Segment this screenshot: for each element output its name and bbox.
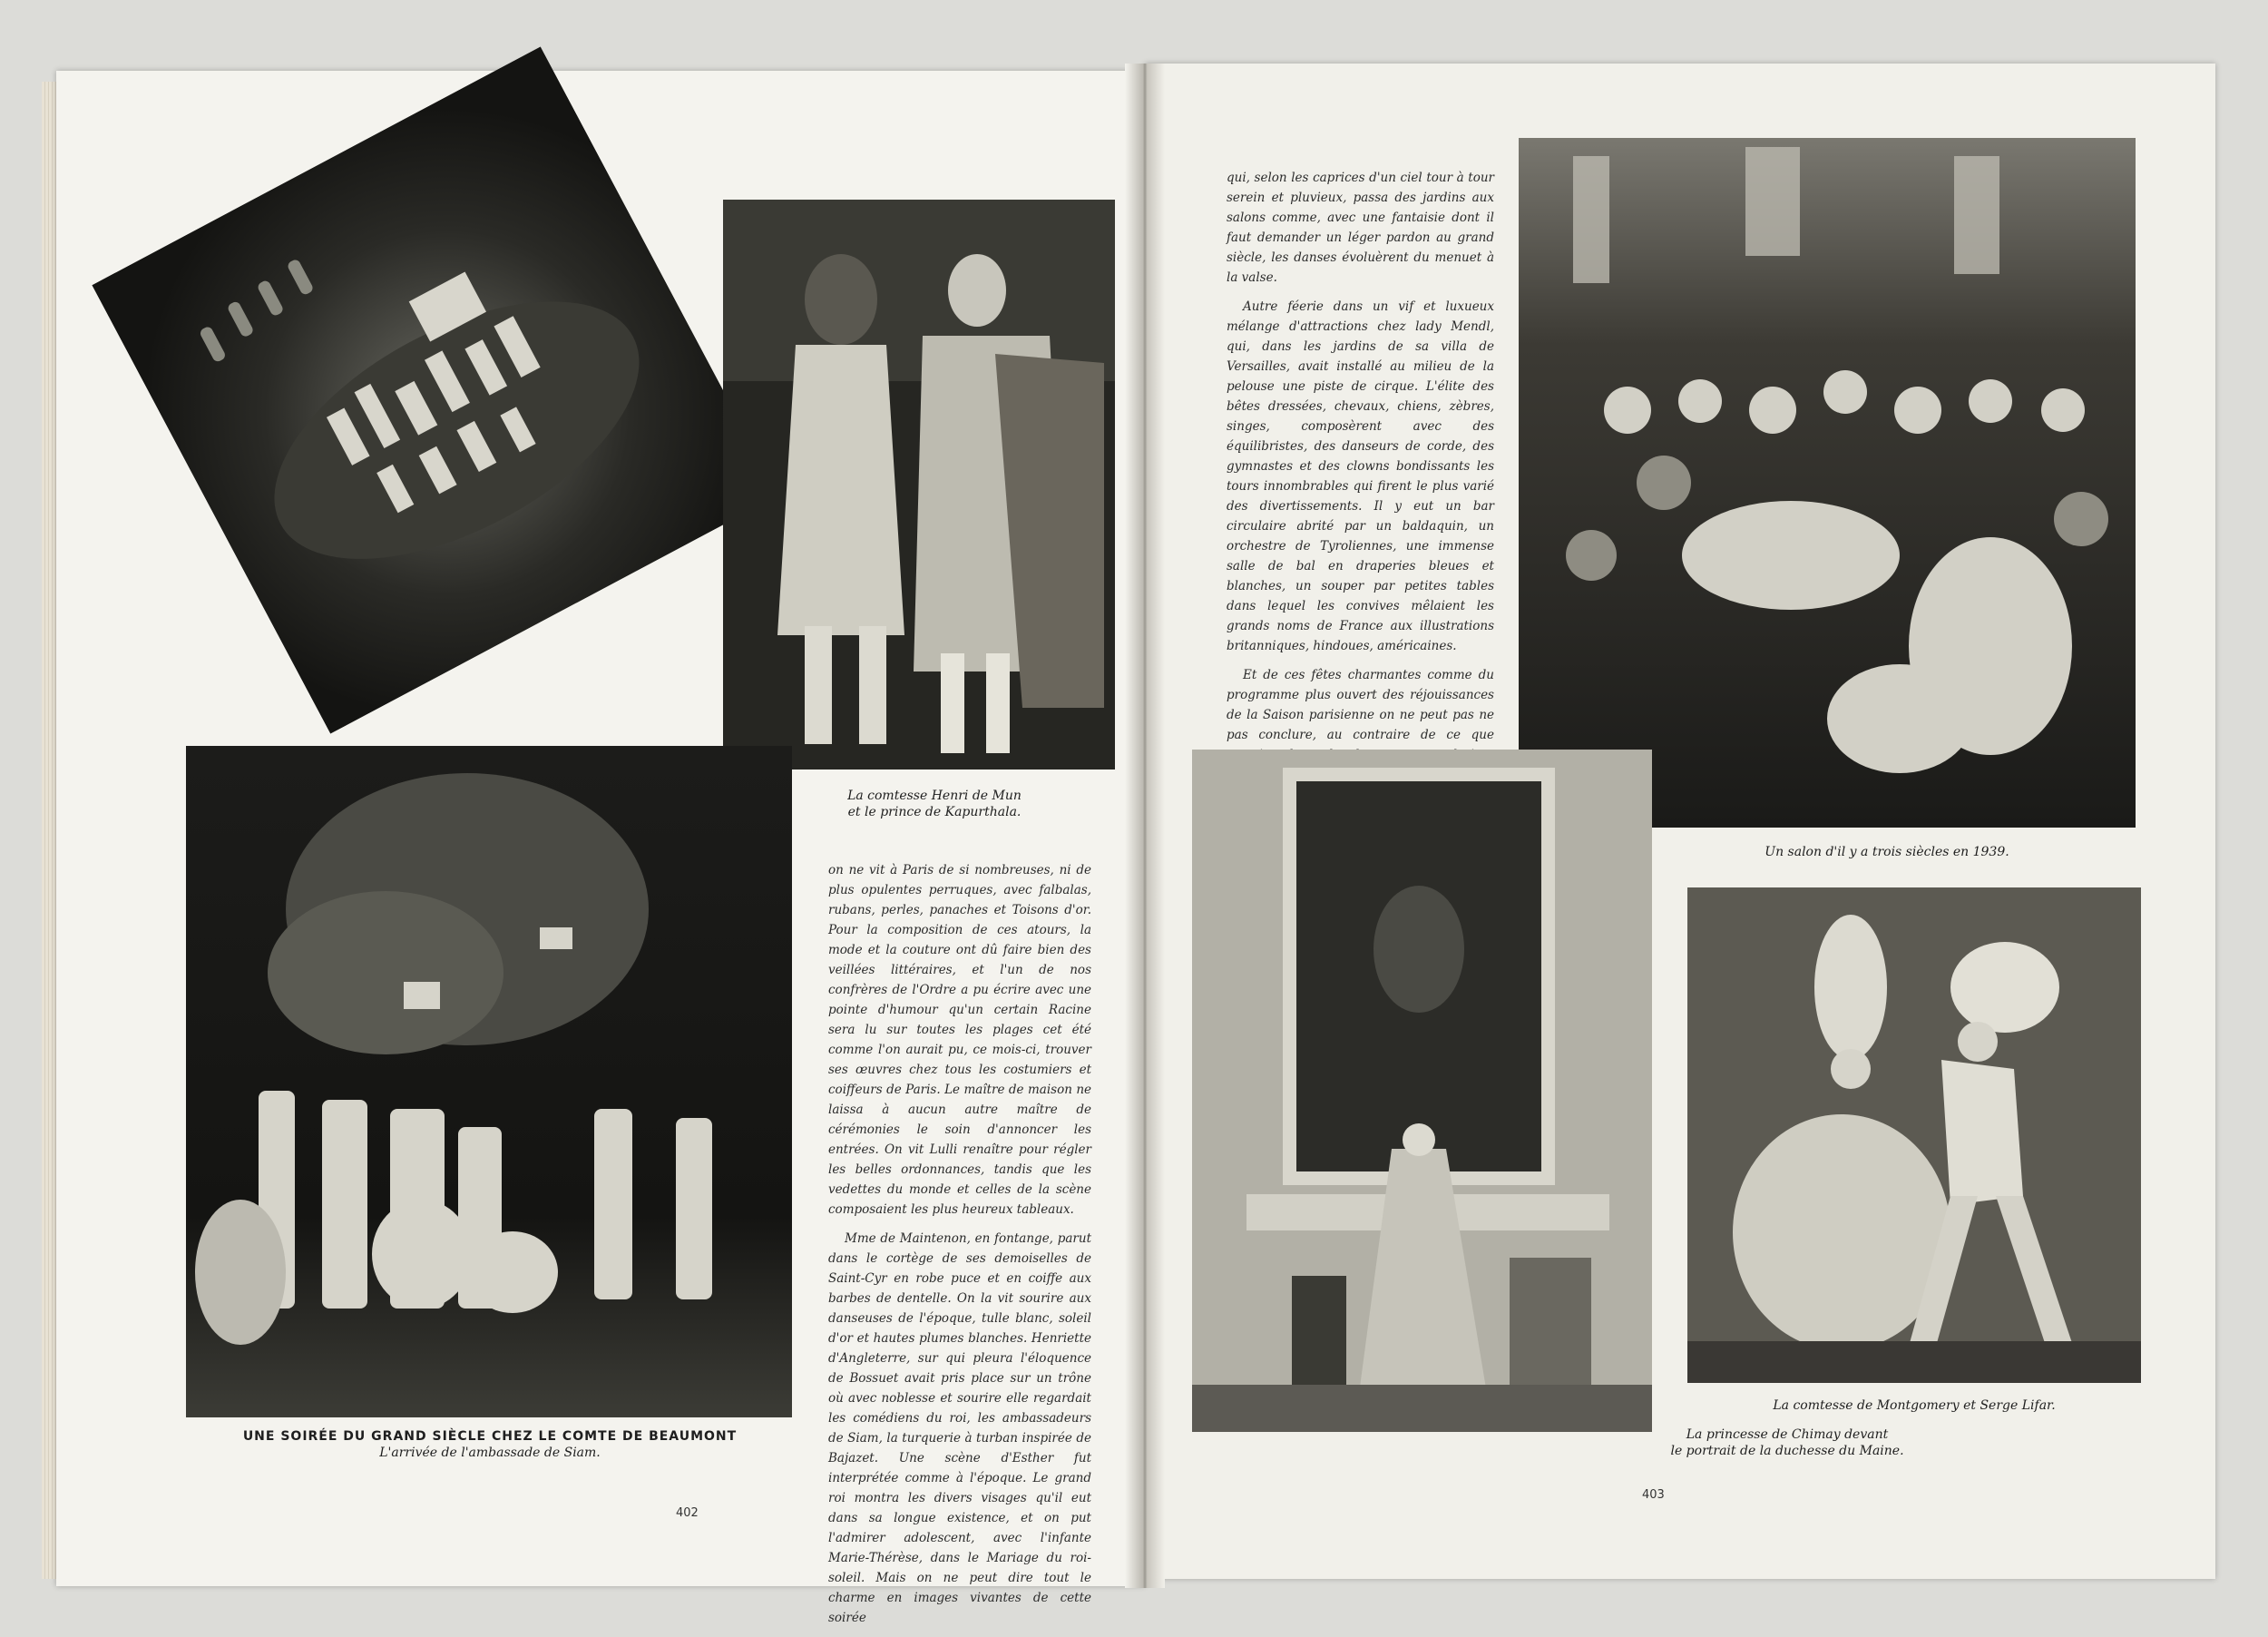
right-paragraph-2: Autre féerie dans un vif et luxueux mélange d'attractions chez lady Mendl, qui, dans les jardins de sa villa de Versailles, avait installé au milieu de la pelouse une piste de cirque. L'élite des bêtes dressées, chevaux, chiens, zèbres, singes, composèrent avec des équilibristes, des danseurs de corde, des gymnastes et des clowns bondissants les tours innombrables qui firent le plus varié des divertissements. Il y eut un bar circulaire abrité par un baldaquin, un orchestre de Tyroliennes, une immense salle de bal en draperies bleues et blanches, un souper par petites tables dans lequel les convives mêlaient les grands noms de France aux illustrations britanniques, hindoues, américaines.	[1227, 299, 1494, 653]
portrait-caption-line-1: La comtesse Henri de Mun	[847, 789, 1022, 803]
lifar-dance-photo	[1687, 887, 2141, 1383]
siam-embassy-photo	[186, 746, 792, 1417]
book-gutter	[1125, 64, 1165, 1588]
salon-ball-photo	[1519, 138, 2136, 828]
portrait-caption	[798, 788, 1070, 820]
main-caption-title: UNE SOIRÉE DU GRAND SIÈCLE CHEZ LE COMTE DE BEAUMONT	[242, 1429, 738, 1444]
chimay-portrait-photo	[1192, 750, 1652, 1432]
portrait-couple-photo	[723, 200, 1115, 769]
right-article-text	[1227, 168, 1494, 834]
left-paragraph-1: on ne vit à Paris de si nombreuses, ni de plus opulentes perruques, avec falbalas, rubans, perles, panaches et Toisons d'or. Pour la composition de ces atours, la mode et la couture ont dû faire bien des veillées littéraires, et l'un de nos confrères de l'Ordre a pu écrire avec une pointe d'humour qu'un certain Racine sera lu sur toutes les plages cet été comme l'on aurait pu, ce mois-ci, trouver ses œuvres chez tous les costumiers et coiffeurs de Paris. Le maître de maison ne laissa à aucun autre maître de cérémonies le soin d'annoncer les entrées. On vit Lulli renaître pour régler les belles ordonnances, tandis que les vedettes du monde et celles de la scène composaient les plus heureux tableaux.	[828, 863, 1091, 1217]
main-caption	[231, 1428, 748, 1461]
chimay-caption-line-2: le portrait de la duchesse du Maine.	[1670, 1444, 1904, 1458]
portrait-caption-line-2: et le prince de Kapurthala.	[847, 805, 1022, 819]
salon-caption: Un salon d'il y a trois siècles en 1939.	[1765, 845, 2009, 859]
left-article-text	[828, 860, 1091, 1637]
main-caption-subtitle: L'arrivée de l'ambassade de Siam.	[379, 1446, 601, 1460]
right-paragraph-3: Et de ces fêtes charmantes comme du programme plus ouvert des réjouissances de la Saison parisienne on ne peut pas ne pas conclure, au contraire de ce que	[1227, 668, 1494, 742]
left-page-number: 402	[676, 1506, 699, 1520]
chimay-caption	[1660, 1426, 1914, 1459]
left-paragraph-2: Mme de Maintenon, en fontange, parut dans le cortège de ses demoiselles de Saint-Cyr en robe puce et en coiffe aux barbes de dentelle. On la vit sourire aux danseuses de l'époque, tulle blanc, soleil d'or et hautes plumes blanches. Henriette d'Angleterre, sur qui pleura l'éloquence de Bossuet avait pris place sur un trône où avec noblesse et sourire elle regardait les comédiens du roi, les ambassadeurs de Siam, la turquerie à turban inspirée de Bajazet. Une scène d'Esther fut interprétée comme à l'époque. Le grand roi montra les divers visages qu'il eut dans sa longue existence, et on put l'admirer adolescent, avec l'infante Marie-Thérèse, dans le Mariage du roi-soleil. Mais on ne peut dire tout le charme en images vivantes de cette soirée	[828, 1231, 1091, 1625]
right-paragraph-1: qui, selon les caprices d'un ciel tour à tour serein et pluvieux, passa des jardins aux salons comme, avec une fantaisie dont il faut demander un léger pardon au grand siècle, les danses évoluèrent du menuet à la valse.	[1227, 171, 1494, 285]
right-page-number: 403	[1642, 1488, 1665, 1502]
lifar-caption: La comtesse de Montgomery et Serge Lifar.	[1773, 1398, 2056, 1413]
chimay-caption-line-1: La princesse de Chimay devant	[1686, 1427, 1889, 1442]
